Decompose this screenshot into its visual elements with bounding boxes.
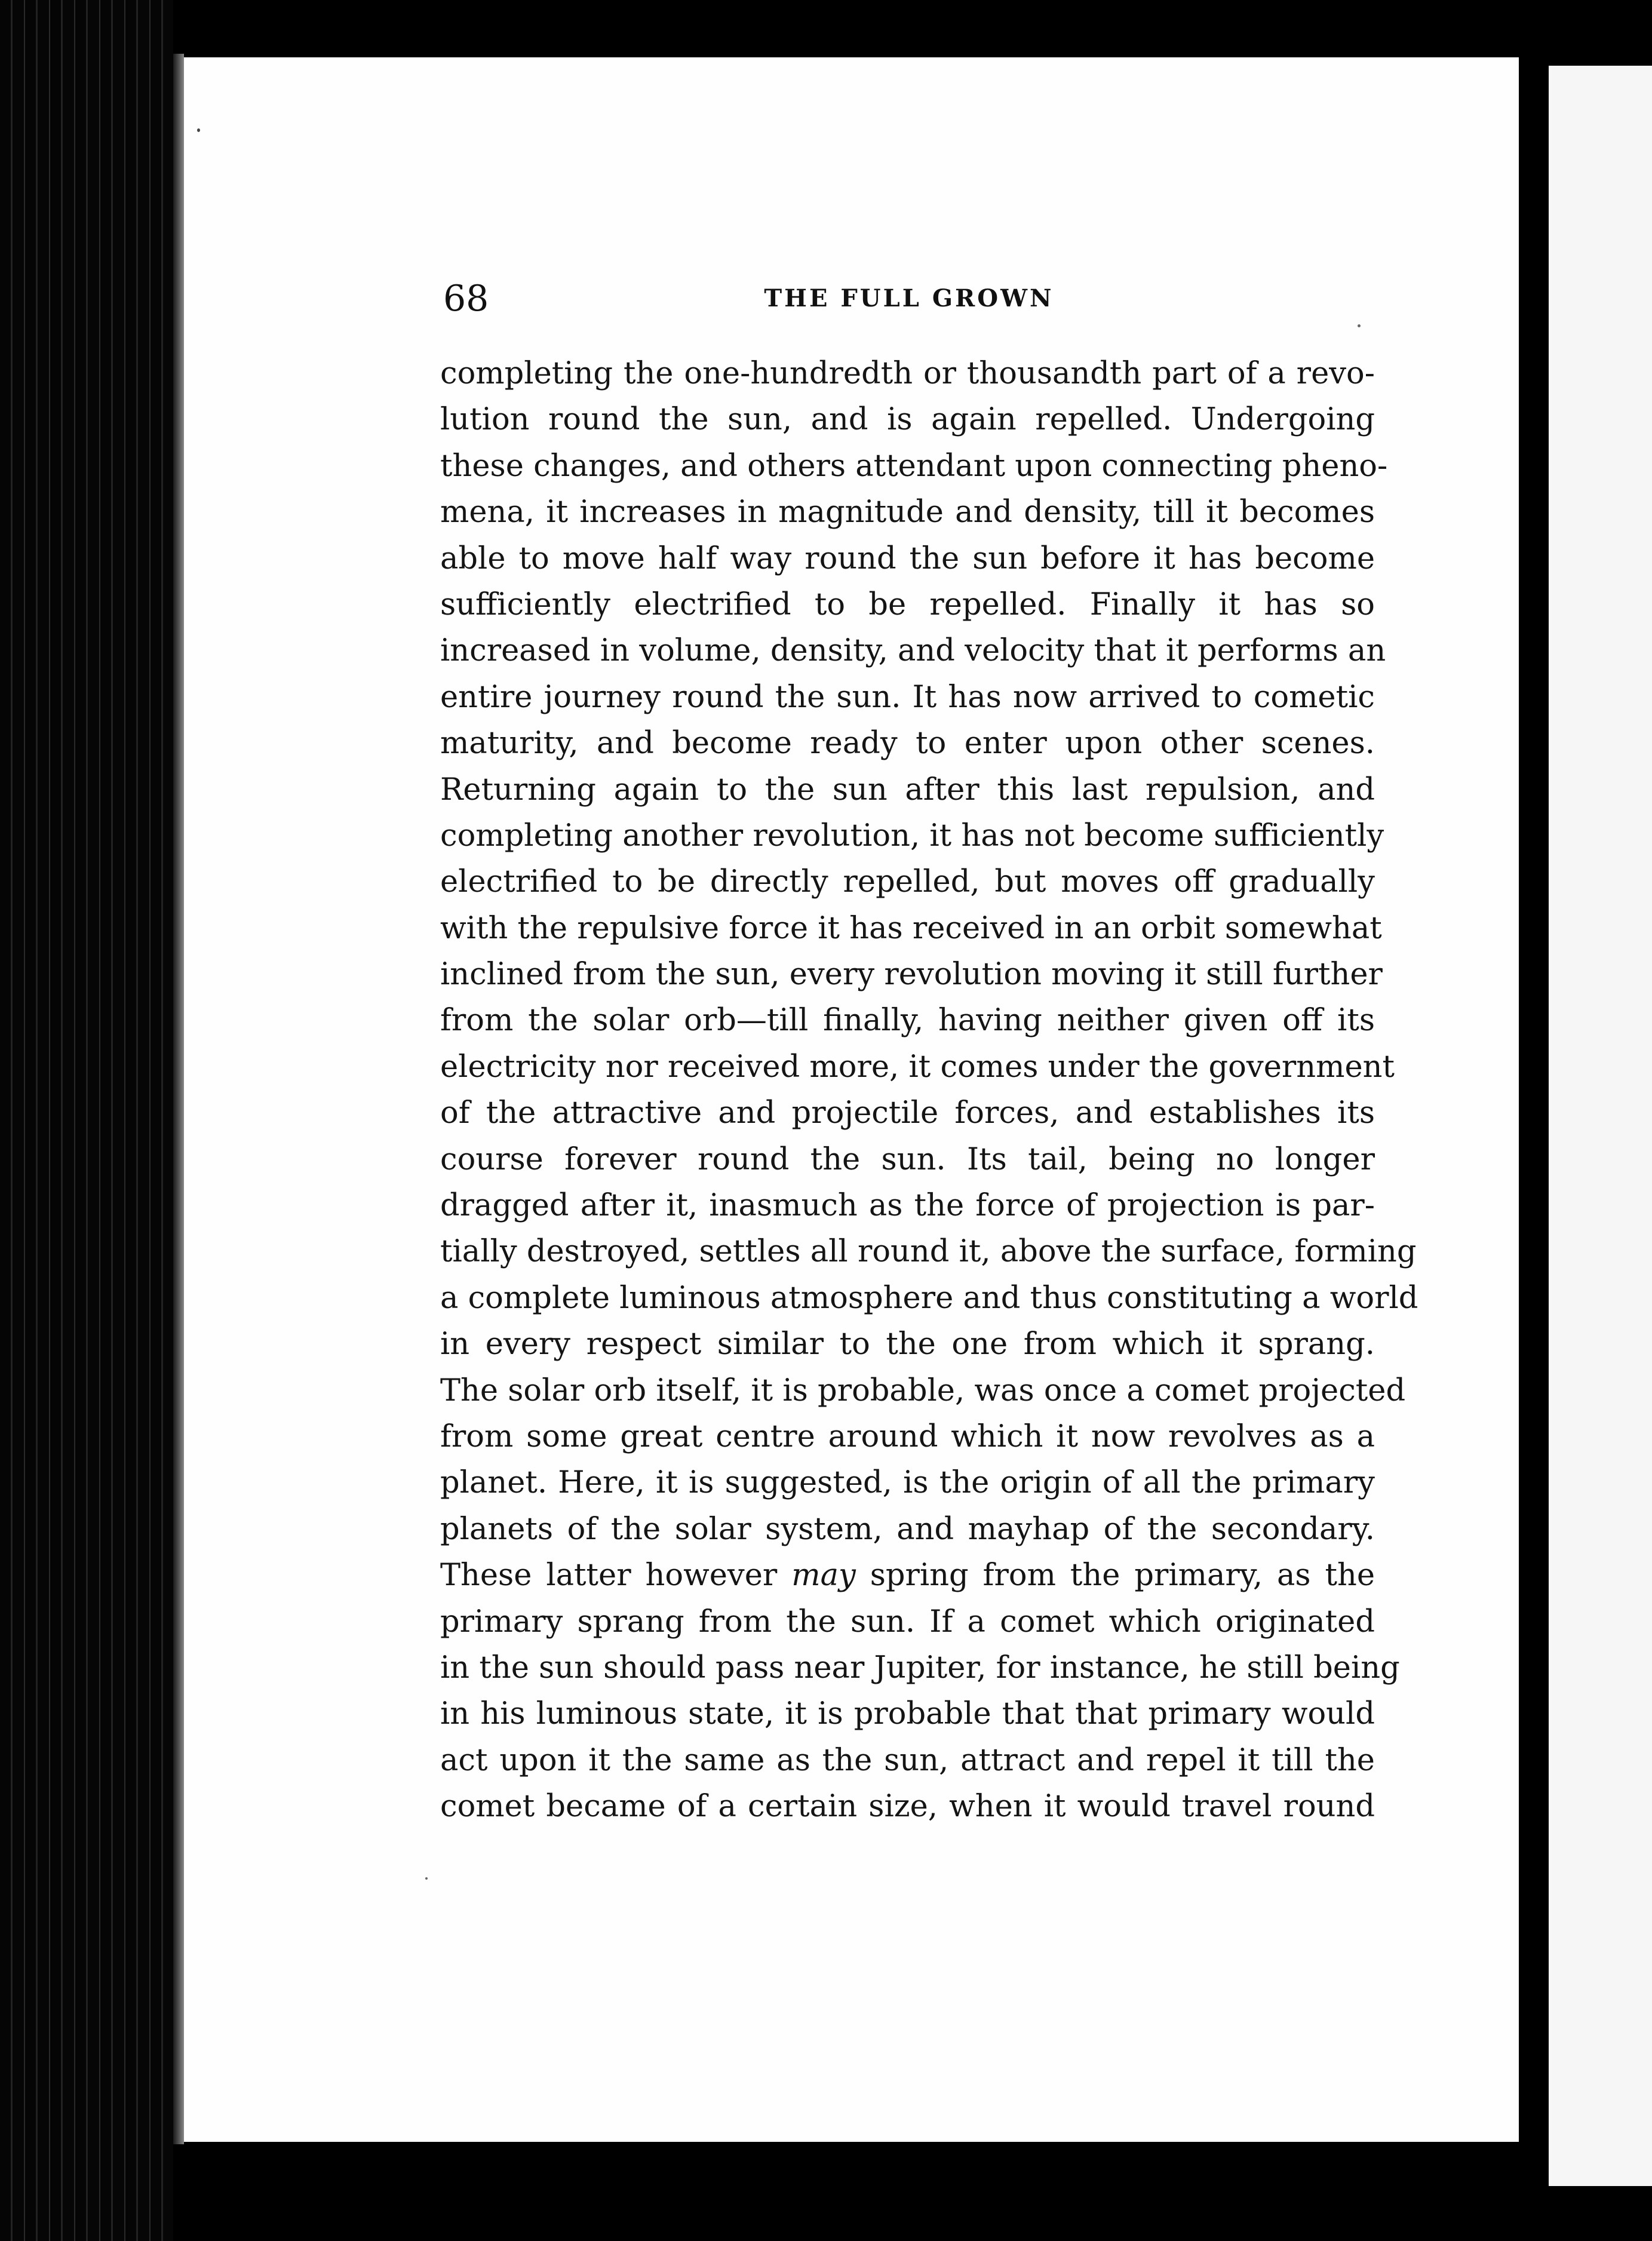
text-line: lution round the sun, and is again repelled. Undergoing [440,402,1375,438]
running-head [443,272,1375,326]
text-line: course forever round the sun. Its tail, being no longer [440,1141,1375,1177]
italic-emphasis: may [791,1558,856,1594]
body-text [440,351,1418,1830]
text-line: able to move half way round the sun before it has become [440,541,1375,576]
text-line: planets of the solar system, and mayhap of the secondary. [440,1511,1375,1547]
text-line: inclined from the sun, every revolution moving it still further [440,957,1383,993]
text-line: tially destroyed, settles all round it, above the surface, forming [440,1234,1417,1270]
text-line: sufficiently electrified to be repelled. Finally it has so [440,587,1375,622]
text-line: entire journey round the sun. It has now arrived to cometic [440,679,1375,715]
text-line: The solar orb itself, it is probable, was once a comet projected [440,1373,1406,1408]
text-line: planet. Here, it is suggested, is the origin of all the primary [440,1465,1375,1501]
text-line: mena, it increases in magnitude and density, till it becomes [440,495,1375,530]
page-header-title: THE FULL GROWN [764,284,1054,312]
text-line: in every respect similar to the one from which it sprang. [440,1327,1375,1362]
page-number: 68 [443,278,489,320]
text-line: act upon it the same as the sun, attract and repel it till the [440,1742,1375,1778]
facing-page-edge [1549,66,1652,2186]
text-line: in his luminous state, it is probable that that primary would [440,1696,1375,1732]
text-line: completing the one-hundredth or thousandth part of a revo- [440,356,1375,391]
text-line: maturity, and become ready to enter upon other scenes. [440,726,1375,762]
text-line: completing another revolution, it has not become sufficiently [440,818,1384,854]
text-line: in the sun should pass near Jupiter, for instance, he still being [440,1650,1400,1686]
dust-speck [1358,324,1361,327]
text-line: from some great centre around which it now revolves as a [440,1419,1375,1454]
text-line: these changes, and others attendant upon connecting pheno- [440,448,1388,484]
text-line: with the repulsive force it has received in an orbit somewhat [440,910,1382,946]
text-line: electricity nor received more, it comes under the government [440,1049,1395,1085]
text-line: from the solar orb—till finally, having neither given off its [440,1003,1375,1039]
book-gutter-right [1519,0,1549,2241]
book-edge-left [0,0,173,2241]
text-line: of the attractive and projectile forces, and establishes its [440,1095,1375,1131]
dust-speck [197,128,200,132]
text-line: primary sprang from the sun. If a comet which originated [440,1604,1375,1640]
text-line: a complete luminous atmosphere and thus constituting a world [440,1280,1418,1316]
text-line: These latter however may spring from the primary, as the [440,1558,1375,1594]
text-line: increased in volume, density, and velocity that it performs an [440,633,1386,669]
page-gutter-shadow [173,54,184,2144]
text-line: comet became of a certain size, when it would travel round [440,1789,1375,1825]
text-line: dragged after it, inasmuch as the force of projection is par- [440,1188,1375,1224]
text-line: electrified to be directly repelled, but moves off gradually [440,864,1375,900]
dust-speck [425,1877,428,1880]
text-line: Returning again to the sun after this last repulsion, and [440,772,1375,808]
